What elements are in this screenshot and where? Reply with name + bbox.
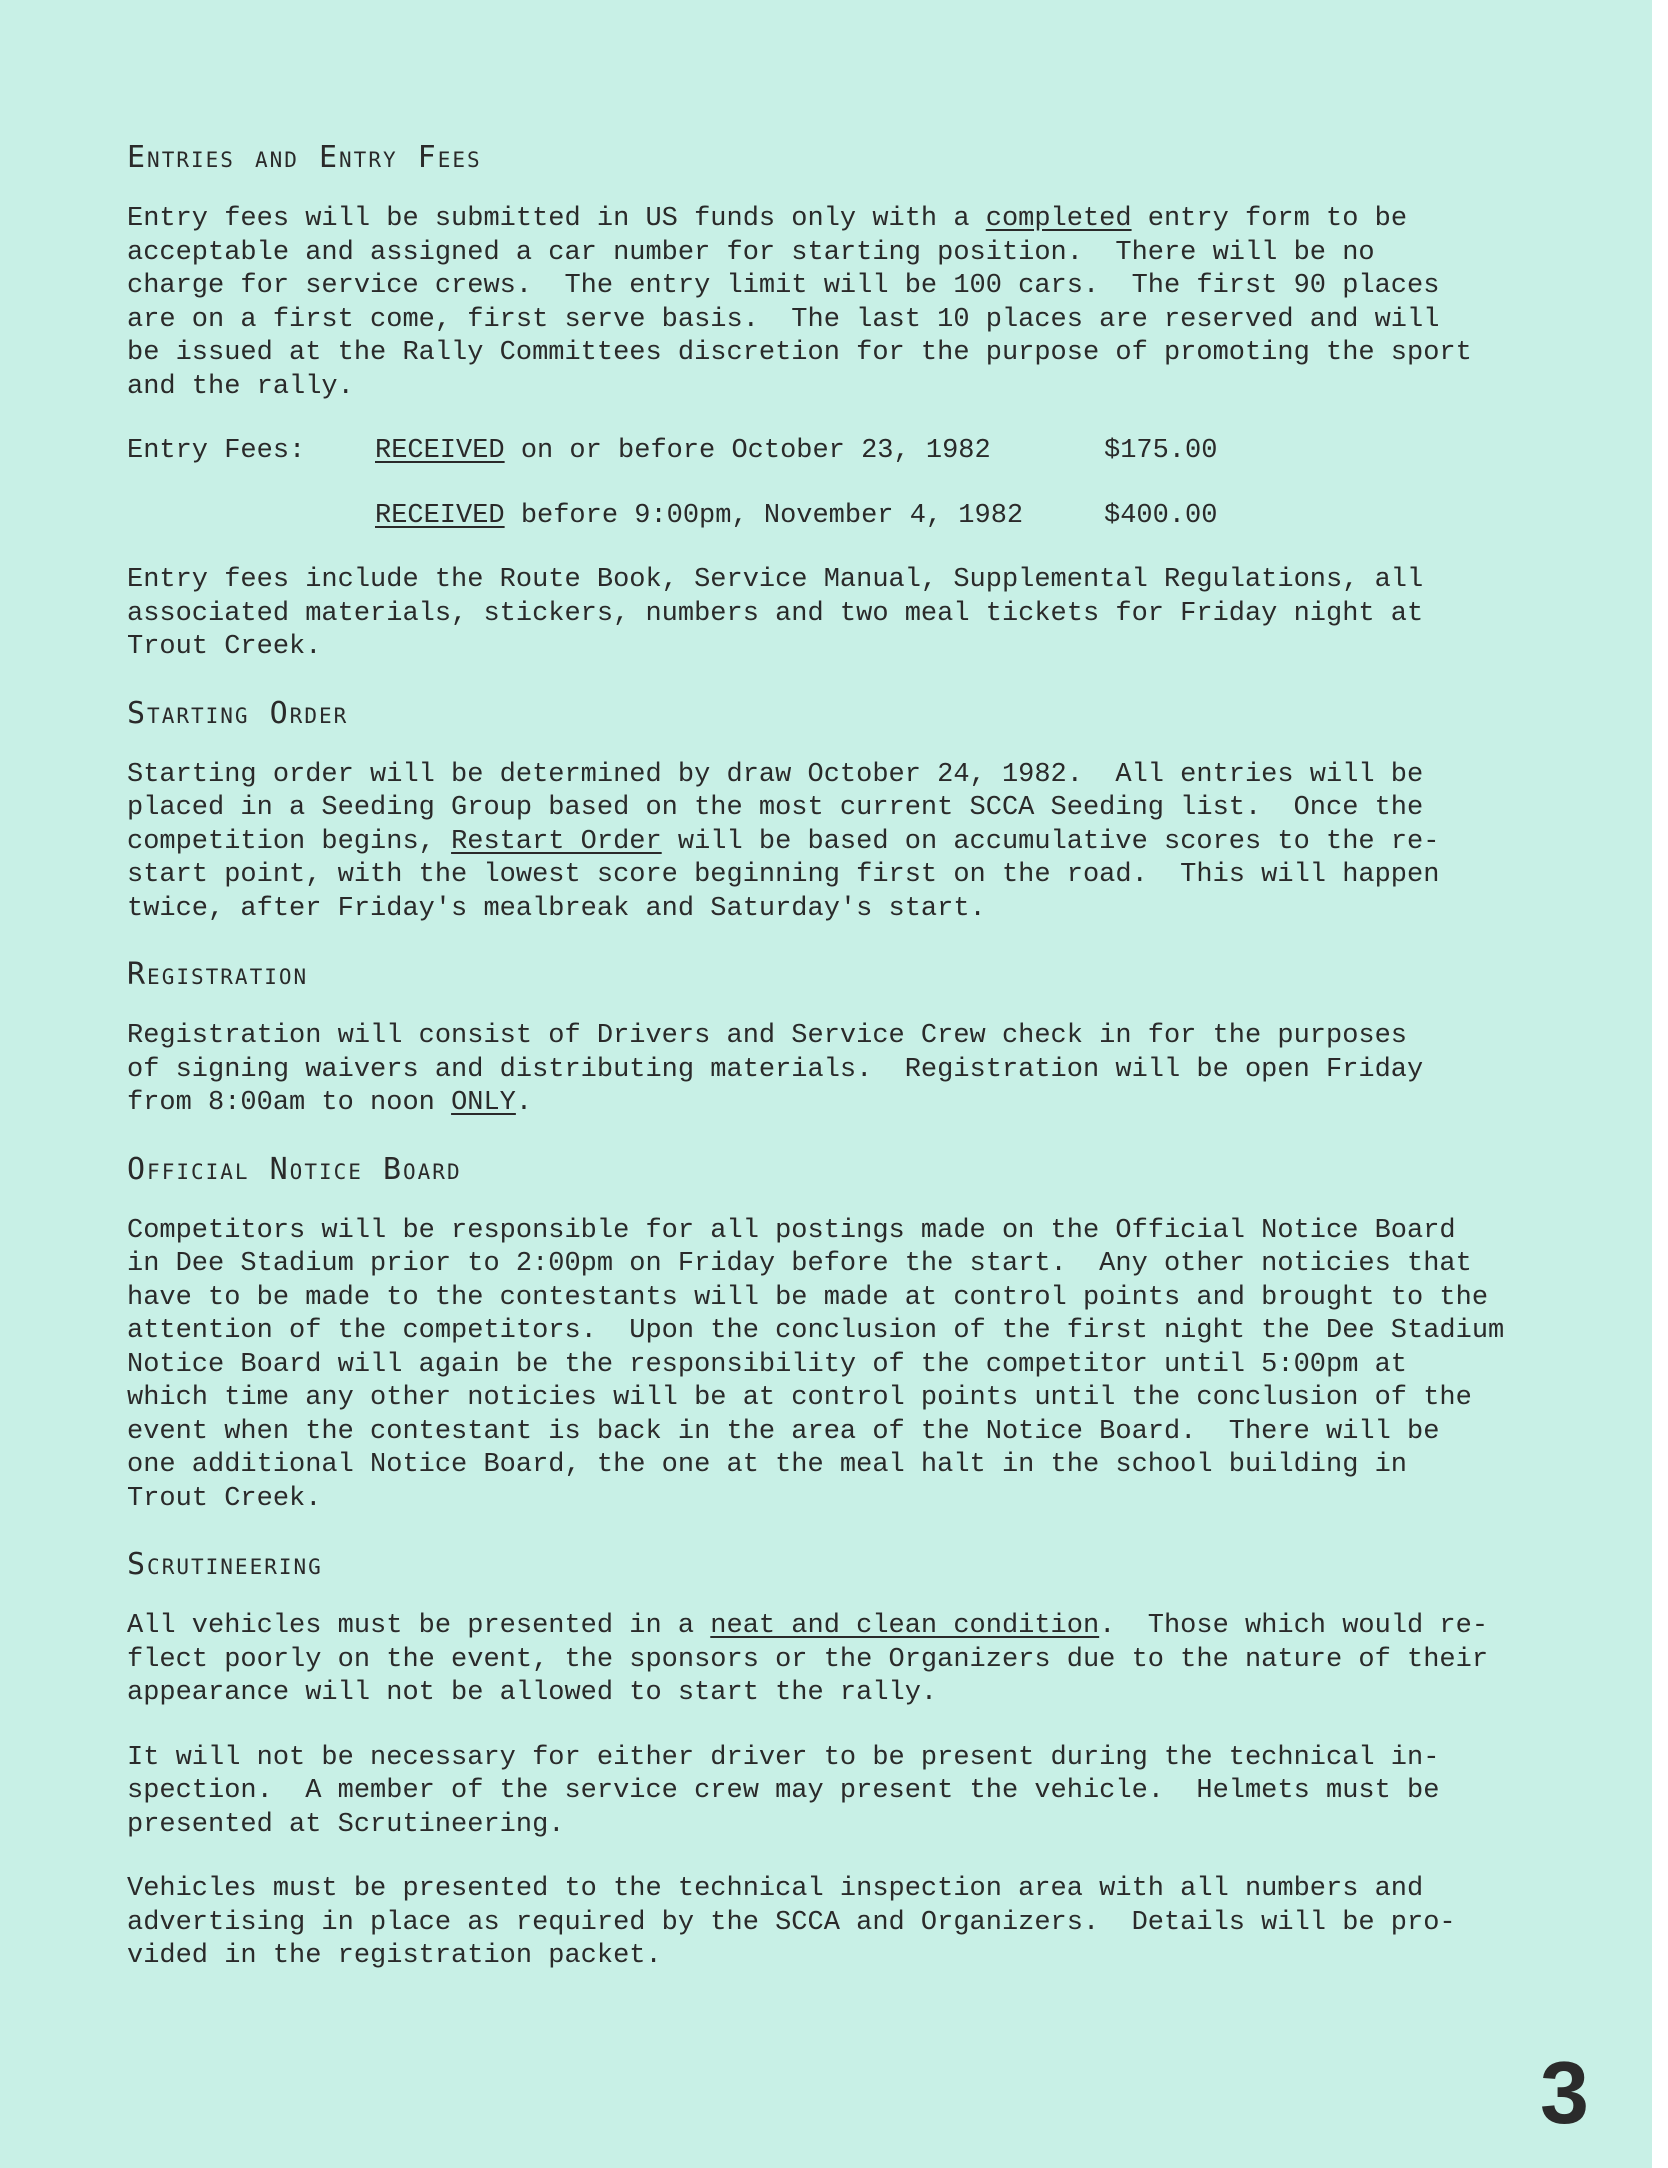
registration-paragraph (127, 1020, 1567, 1121)
text-run: Starting order will be determined by draw October 24, 1982. All entries will be placed in a Seeding Group based on the most current SCCA Seeding list. Once the competition begins, (127, 759, 1424, 857)
heading-entries: Entries and Entry Fees (127, 140, 482, 175)
text-run: will be based on accumulative scores to the re- start point, with the lowest score beginning first on the road. This will happen twice, after Friday's mealbreak and Saturday's start. (127, 826, 1440, 924)
scrutineering-paragraph-3: Vehicles must be presented to the technical inspection area with all numbers and advertising in place as required by the SCCA and Organizers. Details will be pro- vided in the registration packet. (127, 1874, 1456, 1971)
underlined-text: neat and clean condition (710, 1611, 1100, 1641)
fee-date: before 9:00pm, November 4, 1982 (504, 500, 1024, 531)
heading-notice-board: Official Notice Board (127, 1151, 462, 1187)
fee-row-late (127, 500, 1567, 534)
text-run: Registration will consist of Drivers and Service Crew check in for the purposes of signing waivers and distributing materials. Registration will be open Friday from 8:00am to noon (127, 1021, 1424, 1118)
received-label: RECEIVED (375, 436, 505, 466)
notice-paragraph: Competitors will be responsible for all postings made on the Official Notice Board in Dee Stadium prior to 2:00pm on Friday before the start. Any other noticies that have to be made to the contestants will be made at control points and brought to the attention of the competitors. Upon the conclusion of the first night the Dee Stadium Notice Board will again be the responsibility of the competitor until 5:00pm at which time any other noticies will be at control points until the conclusion of the event when the contestant is back in the area of the Notice Board. There will be one additional Notice Board, the one at the meal halt in the school building in Trout Creek. (127, 1215, 1505, 1514)
heading-registration: Registration (127, 957, 309, 992)
entries-paragraph-2: Entry fees include the Route Book, Service Manual, Supplemental Regulations, all associated materials, stickers, numbers and two meal tickets for Friday night at Trout Creek. (127, 565, 1424, 662)
entries-paragraph-1 (127, 203, 1567, 404)
fee-row-early (127, 435, 1567, 469)
fee-date: on or before October 23, 1982 (504, 436, 991, 466)
fees-label-spacer (127, 500, 375, 534)
text-run: entry form to be acceptable and assigned a car number for starting position. There will be no charge for service crews. The entry limit will be 100 cars. The first 90 places are on a first come, first serve basis. The last 10 places are reserved and will be issued at the Rally Committees discretion for the purpose of promoting the sport and the rally. (127, 204, 1472, 402)
section-scrutineering (127, 1547, 1567, 1974)
underlined-text: Restart Order (451, 826, 662, 857)
section-registration (127, 957, 1567, 1121)
fee-deadline (375, 500, 1104, 534)
fee-amount: $400.00 (1104, 500, 1218, 531)
heading-starting-order: Starting Order (127, 695, 349, 731)
text-run: . (515, 1088, 533, 1118)
section-entries (127, 140, 1567, 665)
text-run: Entry fees will be submitted in US funds only with a (127, 204, 986, 234)
scrutineering-paragraph-2: It will not be necessary for either driver to be present during the technical in- spection. A member of the service crew may present the vehicle. Helmets must be presented at Scrutineering. (127, 1742, 1440, 1840)
received-label: RECEIVED (375, 500, 505, 531)
text-run: . Those which would re- flect poorly on the event, the sponsors or the Organizers due to the nature of their appearance will not be allowed to start the rally. (127, 1611, 1489, 1708)
text-run: All vehicles must be presented in a (127, 1611, 711, 1641)
fee-deadline (375, 435, 1104, 469)
fee-amount: $175.00 (1104, 436, 1218, 466)
heading-scrutineering: Scrutineering (127, 1547, 323, 1582)
scrutineering-paragraph-1 (127, 1610, 1567, 1711)
section-notice-board (127, 1152, 1567, 1517)
underlined-text: completed (985, 204, 1132, 234)
page-number: 3 (1540, 2043, 1589, 2142)
underlined-text: ONLY (451, 1088, 516, 1118)
fees-label: Entry Fees: (127, 436, 306, 466)
starting-paragraph (127, 759, 1567, 927)
document-body (127, 140, 1567, 2005)
section-starting-order (127, 696, 1567, 927)
